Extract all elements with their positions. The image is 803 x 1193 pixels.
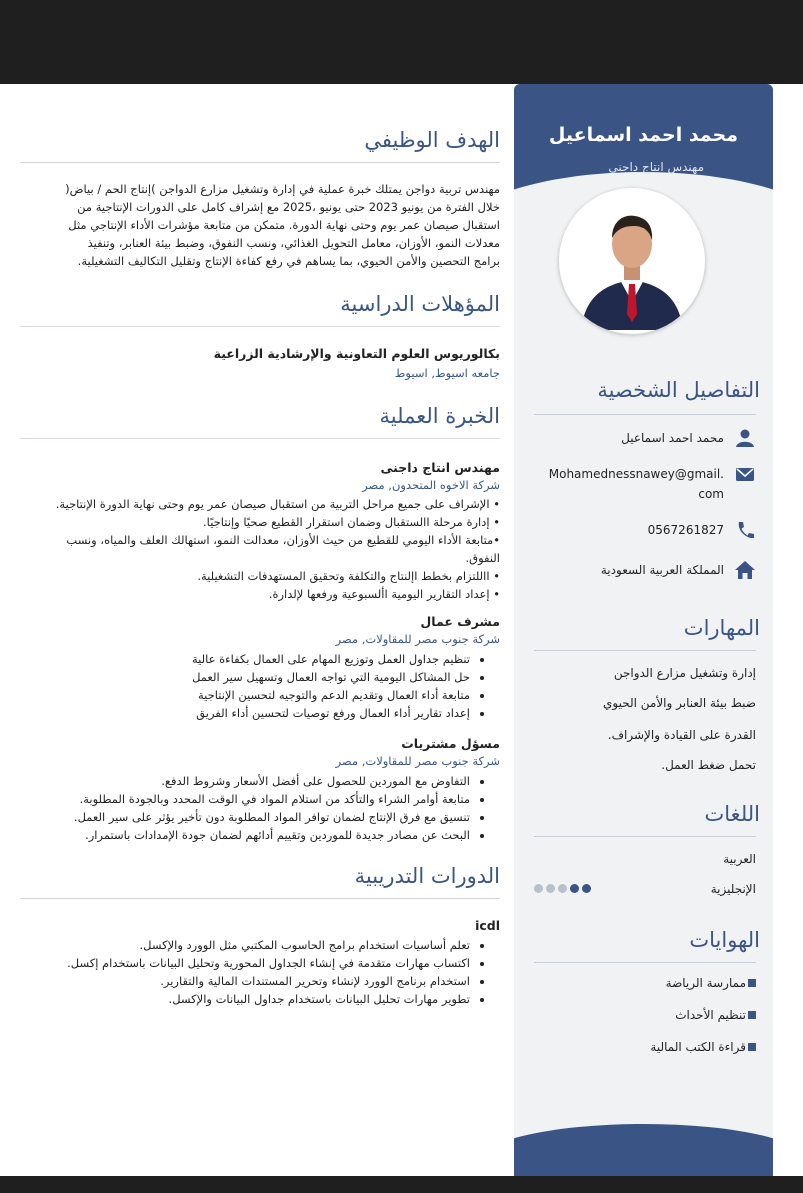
rating-dot [534, 884, 543, 893]
square-bullet-icon [748, 1043, 756, 1051]
job-duty: • البحث عن مصادر جديدة للموردين وتقييم أدائهم لضمان جودة الإمدادات باستمرار. [20, 826, 470, 844]
hobby-text: تنظيم الأحداث [675, 1008, 746, 1022]
email-line-1: Mohamednessnawey@gmail. [548, 467, 724, 481]
course-item: • اكتساب مهارات متقدمة في إنشاء الجداول المحورية وتحليل البيانات باستخدام إكسل. [20, 954, 470, 972]
job-duty: • إعداد التقارير اليومية األسبوعية ورفعها لإلدارة. [268, 587, 500, 601]
job-duty-list [20, 772, 500, 844]
skill-item: ضبط بيئة العنابر والأمن الحيوي [603, 696, 756, 710]
rating-dot [558, 884, 567, 893]
job-title: مسؤل مشتريات [401, 736, 500, 751]
hobby-item [534, 976, 756, 990]
detail-location [534, 560, 756, 580]
bottom-black-bar [0, 1176, 803, 1193]
objective-line: خلال الفترة من يونيو 2023 حتى يونيو ،2025 مع إشراف كامل على الدورات الإنتاجية من [77, 200, 500, 214]
courses-divider [20, 898, 500, 899]
hobby-text: قراءة الكتب المالية [650, 1040, 746, 1054]
experience-divider [20, 438, 500, 439]
experience-heading: الخبرة العملية [379, 404, 500, 428]
personal-divider [534, 414, 756, 415]
location-text: المملكة العربية السعودية [600, 563, 724, 577]
skills-heading: المهارات [683, 616, 760, 640]
job-duty: النفوق. [465, 551, 500, 565]
education-degree: بكالوريوس العلوم التعاونية والإرشادية الزراعية [213, 346, 500, 361]
job-company: شركة جنوب مصر للمقاولات, مصر [335, 754, 500, 768]
job-company: شركة جنوب مصر للمقاولات, مصر [335, 632, 500, 646]
courses-heading: الدورات التدريبية [354, 864, 500, 888]
phone-icon [734, 520, 756, 540]
detail-email[interactable] [534, 464, 756, 504]
hobby-item [534, 1040, 756, 1054]
skill-item: تحمل ضغط العمل. [661, 758, 756, 772]
detail-name-text: محمد احمد اسماعيل [621, 431, 724, 445]
job-duty: • االلتزام بخطط اإلنتاج والتكلفة وتحقيق المستهدفات التشغيلية. [197, 569, 500, 583]
languages-heading: اللغات [704, 802, 760, 826]
objective-divider [20, 162, 500, 163]
job-title: مهندس انتاج داجنى [380, 460, 500, 475]
email-line-2 [534, 484, 724, 504]
job-duty: •متابعة الأداء اليومي للقطيع من حيث الأوزان، معدالت النمو، استهالك العلف والمياه، ونسب [66, 533, 500, 547]
job-company: شركة الاخوه المتحدون, مصر [362, 478, 500, 492]
rating-dot [546, 884, 555, 893]
home-icon [734, 560, 756, 580]
skill-item: إدارة وتشغيل مزارع الدواجن [613, 666, 756, 680]
envelope-icon [734, 464, 756, 484]
objective-line: مهندس تربية دواجن يمتلك خبرة عملية في إدارة وتشغيل مزارع الدواجن )إنتاج الحم / بياض( [65, 182, 500, 196]
user-icon [734, 428, 756, 448]
education-heading: المؤهلات الدراسية [340, 292, 500, 316]
education-school: جامعه اسيوط, اسيوط [394, 366, 500, 380]
profile-photo [559, 188, 705, 334]
job-duty: • إعداد تقارير أداء العمال ورفع توصيات لتحسين أداء الفريق [20, 704, 470, 722]
email-line-2-text: com [698, 487, 724, 501]
objective-line: برامج التحصين والأمن الحيوي، بما يساهم في رفع كفاءة الإنتاج وتقليل التكاليف التشغيلية. [77, 254, 500, 268]
person-avatar-icon [563, 192, 701, 330]
objective-line: استقبال صيصان عمر يوم وحتى نهاية الدورة. متمكن من متابعة مؤشرات الأداء الإنتاجي مثل [68, 218, 500, 232]
profile-name: محمد احمد اسماعيل [548, 124, 738, 146]
job-duty: • متابعة أوامر الشراء والتأكد من استلام المواد في الوقت المحدد وبالجودة المطلوبة. [20, 790, 470, 808]
detail-phone[interactable] [534, 520, 756, 540]
hobby-text: ممارسة الرياضة [665, 976, 746, 990]
rating-dot [582, 884, 591, 893]
education-divider [20, 326, 500, 327]
course-item: • تعلم أساسيات استخدام برامج الحاسوب المكتبي مثل الوورد والإكسل. [20, 936, 470, 954]
objective-heading: الهدف الوظيفي [364, 128, 500, 152]
job-duty: • متابعة أداء العمال وتقديم الدعم والتوجيه لتحسين الإنتاجية [20, 686, 470, 704]
top-black-bar [0, 0, 803, 84]
course-list [20, 936, 500, 1008]
job-duty-list [20, 650, 500, 722]
course-item: • استخدام برنامج الوورد لإنشاء وتحرير المستندات المالية والتقارير. [20, 972, 470, 990]
profile-title: مهندس انتاج داجنى [608, 160, 704, 174]
skills-divider [534, 650, 756, 651]
square-bullet-icon [748, 1011, 756, 1019]
objective-line: معدلات النمو، الأوزان، معامل التحويل الغذائي، ونسب النفوق، وضبط بيئة العنابر، وتنفيذ [87, 236, 500, 250]
language-arabic: العربية [723, 852, 756, 866]
hobby-item [534, 1008, 756, 1022]
detail-name [534, 428, 756, 448]
job-duty: • تنسيق مع فرق الإنتاج لضمان توافر المواد المطلوبة دون تأخير يؤثر على سير العمل. [20, 808, 470, 826]
job-duty: • الإشراف على جميع مراحل التربية من استقبال صيصان عمر يوم وحتى نهاية الدورة الإنتاجية. [55, 497, 500, 511]
course-name: icdl [475, 918, 500, 933]
hobbies-heading: الهوايات [689, 928, 760, 952]
job-duty: • التفاوض مع الموردين للحصول على أفضل الأسعار وشروط الدفع. [20, 772, 470, 790]
course-item: • تطوير مهارات تحليل البيانات باستخدام جداول البيانات والإكسل. [20, 990, 470, 1008]
languages-divider [534, 836, 756, 837]
square-bullet-icon [748, 979, 756, 987]
skill-item: القدرة على القيادة والإشراف. [607, 728, 756, 742]
language-english: الإنجليزية [710, 882, 756, 896]
personal-heading: التفاصيل الشخصية [597, 378, 760, 402]
rating-dot [570, 884, 579, 893]
job-title: مشرف عمال [420, 614, 500, 629]
job-duty: • إدارة مرحلة االستقبال وضمان استقرار القطيع صحيًا وإنتاجيًا. [203, 515, 500, 529]
job-duty: • حل المشاكل اليومية التي تواجه العمال وتسهيل سير العمل [20, 668, 470, 686]
sidebar-footer-band [514, 1124, 773, 1176]
phone-text: 0567261827 [647, 523, 724, 537]
job-duty: • تنظيم جداول العمل وتوزيع المهام على العمال بكفاءة عالية [20, 650, 470, 668]
hobbies-divider [534, 962, 756, 963]
